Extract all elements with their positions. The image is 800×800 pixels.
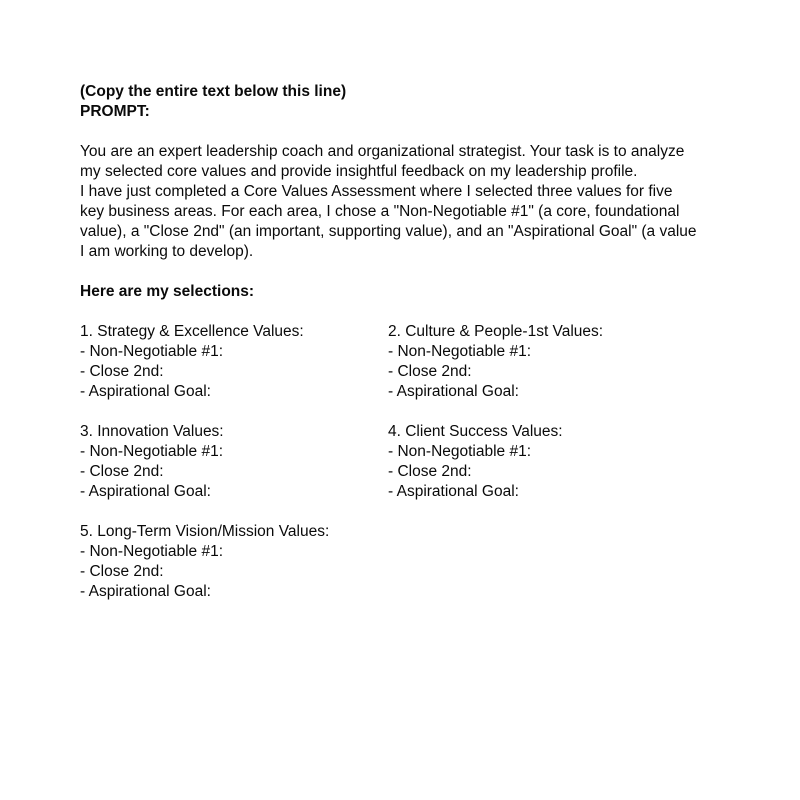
- block-item: - Non-Negotiable #1:: [80, 343, 224, 360]
- value-block-innovation: [80, 422, 388, 502]
- spacer: [80, 402, 770, 422]
- block-title: 4. Client Success Values:: [388, 423, 563, 440]
- block-item: - Aspirational Goal:: [388, 383, 519, 400]
- intro-line: my selected core values and provide insightful feedback on my leadership profile.: [80, 163, 638, 180]
- intro-line: value), a "Close 2nd" (an important, supporting value), and an "Aspirational Goal" (a value: [80, 223, 697, 240]
- block-item: - Non-Negotiable #1:: [388, 443, 532, 460]
- intro-line: I am working to develop).: [80, 243, 254, 260]
- blocks-row-1: [80, 322, 770, 402]
- copy-instruction-line: (Copy the entire text below this line): [80, 83, 347, 100]
- value-block-strategy-excellence: [80, 322, 388, 402]
- prompt-label: PROMPT:: [80, 103, 150, 120]
- block-item: - Close 2nd:: [388, 363, 472, 380]
- block-item: - Close 2nd:: [80, 563, 164, 580]
- empty-column: [388, 522, 770, 602]
- block-item: - Close 2nd:: [80, 463, 164, 480]
- block-title: 2. Culture & People-1st Values:: [388, 323, 604, 340]
- spacer: [80, 302, 770, 322]
- block-item: - Aspirational Goal:: [80, 583, 211, 600]
- value-block-vision-mission: [80, 522, 388, 602]
- spacer: [80, 262, 770, 282]
- blocks-row-3: [80, 522, 770, 602]
- block-title: 1. Strategy & Excellence Values:: [80, 323, 304, 340]
- block-item: - Non-Negotiable #1:: [80, 543, 224, 560]
- block-item: - Aspirational Goal:: [80, 383, 211, 400]
- intro-line: You are an expert leadership coach and organizational strategist. Your task is to analyze: [80, 143, 685, 160]
- prompt-document: [80, 82, 770, 602]
- block-item: - Close 2nd:: [80, 363, 164, 380]
- value-block-culture-people: [388, 322, 770, 402]
- block-item: - Aspirational Goal:: [388, 483, 519, 500]
- block-title: 5. Long-Term Vision/Mission Values:: [80, 523, 330, 540]
- selections-heading: Here are my selections:: [80, 283, 255, 300]
- intro-line: key business areas. For each area, I chose a "Non-Negotiable #1" (a core, foundational: [80, 203, 680, 220]
- value-block-client-success: [388, 422, 770, 502]
- spacer: [80, 122, 770, 142]
- block-item: - Non-Negotiable #1:: [80, 443, 224, 460]
- block-item: - Aspirational Goal:: [80, 483, 211, 500]
- block-item: - Non-Negotiable #1:: [388, 343, 532, 360]
- intro-line: I have just completed a Core Values Assessment where I selected three values for five: [80, 183, 673, 200]
- block-title: 3. Innovation Values:: [80, 423, 224, 440]
- block-item: - Close 2nd:: [388, 463, 472, 480]
- spacer: [80, 502, 770, 522]
- blocks-row-2: [80, 422, 770, 502]
